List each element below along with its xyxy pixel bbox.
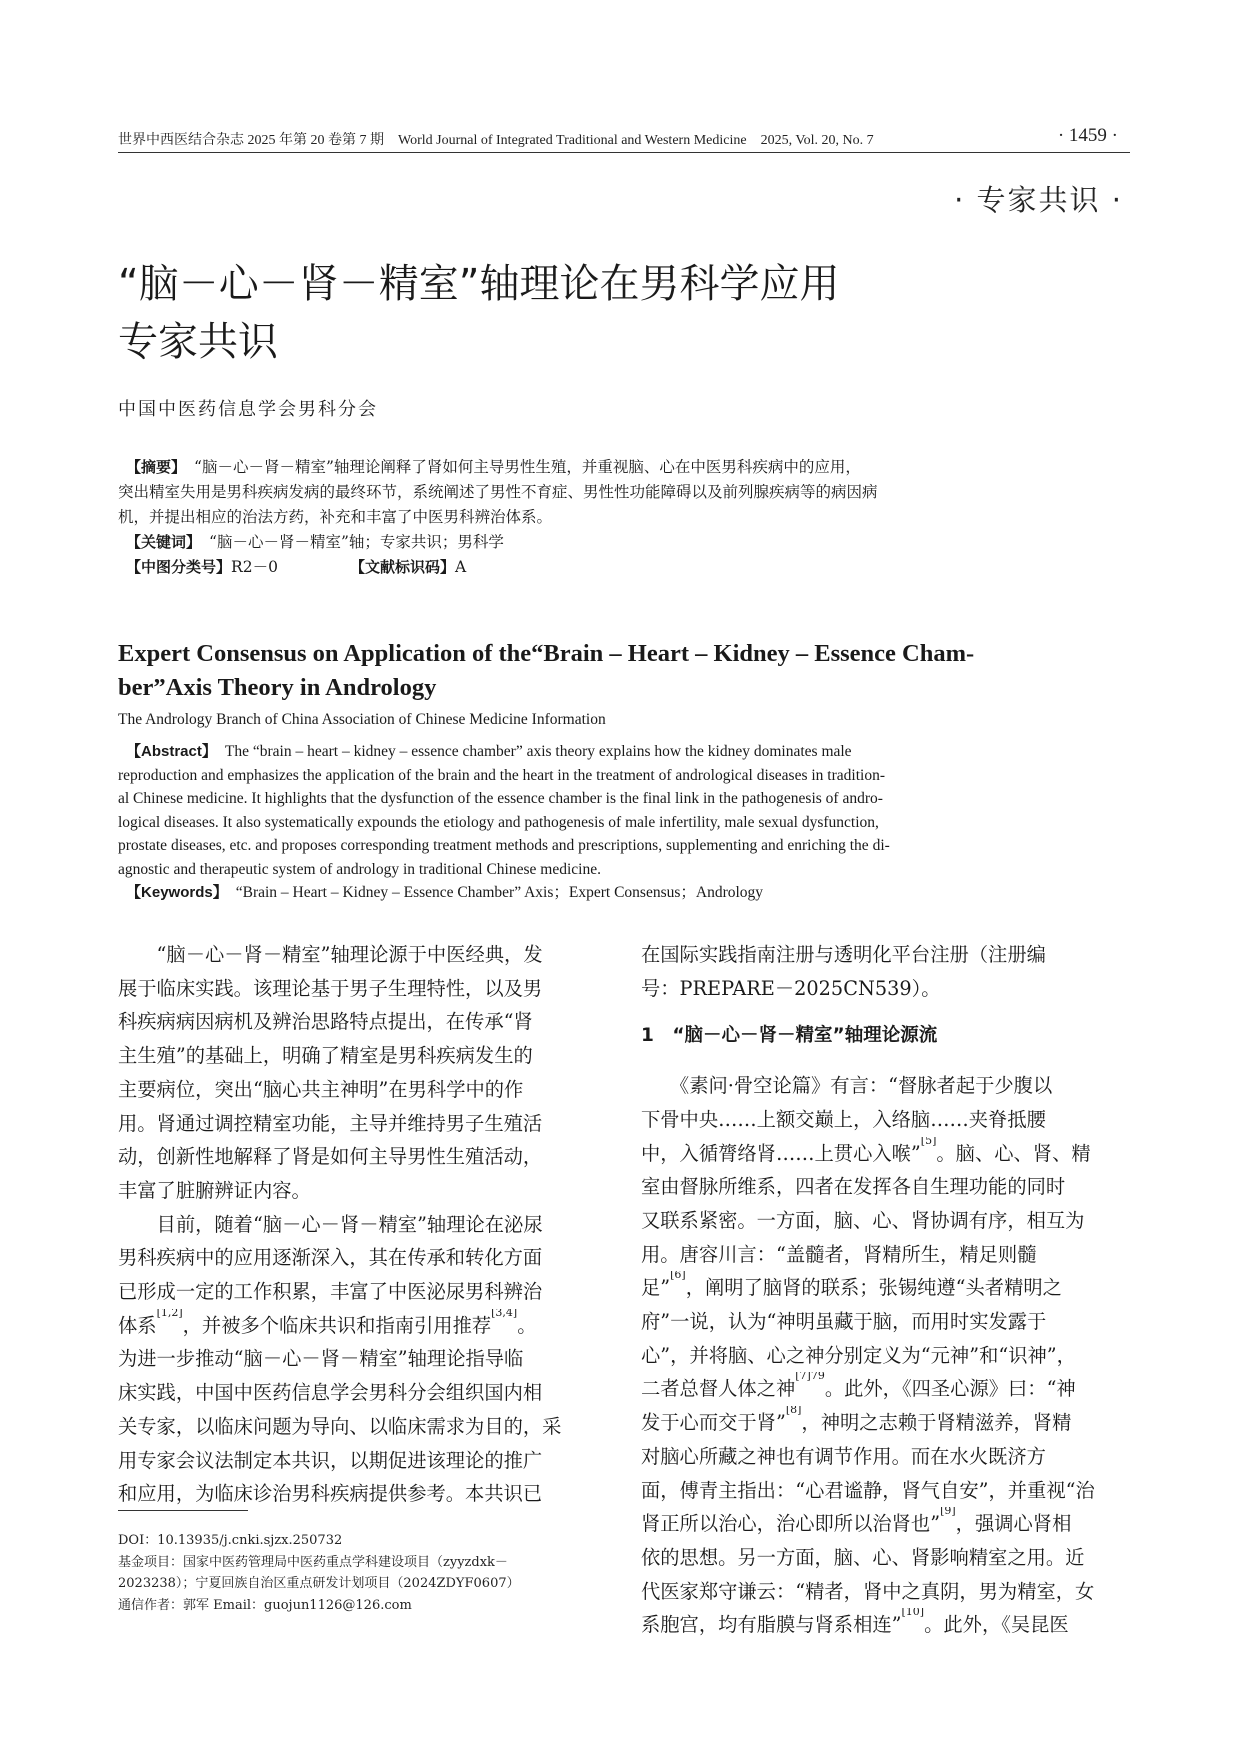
body-line: 男科疾病中的应用逐渐深入，其在传承和转化方面 (118, 1246, 543, 1270)
english-abstract-text: The “brain – heart – kidney – essence chamber” axis theory explains how the kidney dominates male (224, 743, 852, 760)
body-line: 用。肾通过调控精室功能，主导并维持男子生殖活 (118, 1111, 543, 1135)
body-line: 目前，随着“脑－心－肾－精室”轴理论在泌尿 (118, 1212, 543, 1236)
section-heading: 1 “脑－心－肾－精室”轴理论源流 (641, 1025, 938, 1047)
citation: [1,2] (156, 1308, 183, 1319)
abstract-text: “脑－心－肾－精室”轴理论阐释了肾如何主导男性生殖，并重视脑、心在中医男科疾病中的应用， (194, 458, 861, 476)
body-line (641, 1137, 1131, 1171)
body-line: 号：PREPARE－2025CN539）。 (641, 976, 941, 1000)
doi: DOI：10.13935/j.cnki.sjzx.250732 (118, 1533, 343, 1548)
body-line: 用。唐容川言：“盖髓者，肾精所生，精足则髓 (641, 1242, 1037, 1266)
body-text: 肾正所以治心，治心即所以治肾也” (641, 1512, 941, 1536)
body-right-column (641, 938, 1131, 1642)
body-text: ，并被多个临床共识和指南引用推荐 (182, 1313, 492, 1337)
english-abstract (118, 740, 1130, 905)
body-line: 府”一说，认为“神明虽藏于脑，而用时实发露于 (641, 1310, 1047, 1334)
body-line: 丰富了脏腑辨证内容。 (118, 1178, 311, 1202)
clc-label: 【中图分类号】 (133, 558, 232, 576)
corresponding-author: 通信作者：郭军 Email：guojun1126@126.com (118, 1597, 412, 1613)
body-text: 发于心而交于肾” (641, 1411, 786, 1435)
body-line: 已形成一定的工作积累，丰富了中医泌尿男科辨治 (118, 1280, 543, 1304)
english-keywords-label: 【Keywords】 (133, 884, 221, 901)
body-line: 展于临床实践。该理论基于男子生理特性，以及男 (118, 976, 543, 1000)
body-line: 动，创新性地解释了肾是如何主导男性生殖活动， (118, 1145, 543, 1169)
body-line: 面，傅青主指出：“心君谧静，肾气自安”，并重视“治 (641, 1478, 1095, 1502)
citation: [3,4] (491, 1308, 518, 1319)
english-abstract-text: logical diseases. It also systematically expounds the etiology and pathogenesis of male infertility, male sexual dysfunction, (118, 813, 879, 831)
doc-code-label: 【文献标识码】 (349, 558, 455, 576)
body-line: 主生殖”的基础上，明确了精室是男科疾病发生的 (118, 1044, 533, 1068)
body-line: 关专家，以临床问题为导向、以临床需求为目的，采 (118, 1414, 562, 1438)
body-line: 依的思想。另一方面，脑、心、肾影响精室之用。近 (641, 1545, 1085, 1569)
title-line: “脑－心－肾－精室”轴理论在男科学应用 (118, 261, 840, 307)
english-abstract-text: agnostic and therapeutic system of andrology in traditional Chinese medicine. (118, 860, 601, 878)
title-line: 专家共识 (118, 319, 278, 365)
english-abstract-text: reproduction and emphasizes the application of the brain and the heart in the treatment of andrological diseases in tradition- (118, 766, 885, 784)
body-line (641, 1372, 1131, 1406)
funding: 2023238）；宁夏回族自治区重点研发计划项目（2024ZDYF0607） (118, 1576, 520, 1591)
english-keywords-text: “Brain – Heart – Kidney – Essence Chamber” Axis；Expert Consensus；Andrology (235, 884, 764, 901)
body-line: 《素问·骨空论篇》有言：“督脉者起于少腹以 (641, 1074, 1053, 1098)
body-line (641, 1271, 1131, 1305)
body-line (641, 1406, 1131, 1440)
body-line: 室由督脉所维系，四者在发挥各自生理功能的同时 (641, 1175, 1066, 1199)
abstract-text: 机，并提出相应的治法方药，补充和丰富了中医男科辨治体系。 (118, 508, 553, 526)
english-title-line: ber”Axis Theory in Andrology (118, 674, 437, 701)
body-text: 系胞宫，均有脂膜与肾系相连” (641, 1613, 902, 1637)
body-line (118, 1309, 594, 1343)
body-line (641, 1507, 1131, 1541)
body-text: 。 (517, 1313, 537, 1337)
abstract-label: 【摘要】 (133, 458, 179, 476)
funding: 基金项目：国家中医药管理局中医药重点学科建设项目（zyyzdxk－ (118, 1554, 508, 1570)
body-line: “脑－心－肾－精室”轴理论源于中医经典，发 (118, 943, 543, 966)
english-affiliation: The Andrology Branch of China Association of Chinese Medicine Information (118, 711, 606, 728)
body-line: 代医家郑守谦云：“精者，肾中之真阴，男为精室，女 (641, 1579, 1095, 1603)
body-left-column (118, 938, 594, 1511)
body-line: 下骨中央……上额交巅上，入络脑……夹脊抵腰 (641, 1107, 1046, 1131)
body-line: 用专家会议法制定本共识，以期促进该理论的推广 (118, 1448, 543, 1472)
english-abstract-label: 【Abstract】 (133, 743, 210, 760)
header-rule (118, 152, 1130, 153)
body-line: 主要病位，突出“脑心共主神明”在男科学中的作 (118, 1077, 524, 1101)
english-abstract-text: al Chinese medicine. It highlights that the dysfunction of the essence chamber is the final link in the pathogenesis of andro- (118, 790, 883, 807)
body-text: ，强调心肾相 (955, 1512, 1072, 1536)
page-number: · 1459 · (1057, 125, 1118, 146)
keywords-text: “脑－心－肾－精室”轴；专家共识；男科学 (209, 533, 504, 551)
body-text: 。此外，《四圣心源》曰：“神 (824, 1377, 1076, 1401)
footnote-rule (118, 1510, 248, 1511)
body-text: ，神明之志赖于肾精滋养，肾精 (801, 1411, 1072, 1435)
body-line: 床实践，中国中医药信息学会男科分会组织国内相 (118, 1381, 543, 1405)
body-text: 足” (641, 1276, 671, 1300)
body-text: 体系 (118, 1313, 157, 1337)
body-line: 心”，并将脑、心之神分别定义为“元神”和“识神”， (641, 1343, 1076, 1367)
english-abstract-text: prostate diseases, etc. and proposes corresponding treatment methods and prescriptions, supplementing and enriching the di- (118, 837, 890, 854)
citation: [7]79 (795, 1372, 825, 1383)
citation: [10] (901, 1608, 925, 1619)
body-text: 二者总督人体之神 (641, 1377, 796, 1401)
body-text: 。此外，《吴昆医 (924, 1613, 1069, 1637)
body-text: 。脑、心、肾、精 (936, 1141, 1091, 1165)
clc-value: R2－0 (231, 558, 278, 576)
body-line (641, 1608, 1131, 1642)
journal-citation: 世界中西医结合杂志 2025 年第 20 卷第 7 期 World Journal of Integrated Traditional and Western Medicine 2025, Vol. 20, No. 7 (118, 133, 874, 148)
body-line: 和应用，为临床诊治男科疾病提供参考。本共识已 (118, 1482, 543, 1506)
abstract-text: 突出精室失用是男科疾病发病的最终环节，系统阐述了男性不育症、男性性功能障碍以及前列腺疾病等的病因病 (118, 483, 878, 501)
body-line: 又联系紧密。一方面，脑、心、肾协调有序，相互为 (641, 1208, 1085, 1232)
citation: [8] (785, 1406, 802, 1417)
column-tag: · 专家共识 · (954, 183, 1123, 217)
cn-abstract (118, 455, 1130, 580)
body-text: ，阐明了脑肾的联系；张锡纯遵“头者精明之 (685, 1276, 1062, 1300)
body-line: 科疾病病因病机及辨治思路特点提出，在传承“肾 (118, 1010, 533, 1034)
doc-code-value: A (454, 558, 467, 576)
body-line: 对脑心所藏之神也有调节作用。而在水火既济方 (641, 1444, 1046, 1468)
article-title (118, 255, 998, 371)
footnotes (118, 1530, 598, 1616)
english-title-line: Expert Consensus on Application of the“Brain – Heart – Kidney – Essence Cham- (118, 640, 975, 667)
body-line: 为进一步推动“脑－心－肾－精室”轴理论指导临 (118, 1347, 524, 1371)
citation: [9] (940, 1507, 956, 1518)
running-header (118, 127, 1130, 151)
keywords-label: 【关键词】 (133, 533, 194, 551)
english-title (118, 637, 1130, 705)
citation: [6] (670, 1271, 686, 1282)
author-affiliation: 中国中医药信息学会男科分会 (118, 399, 378, 420)
body-line: 在国际实践指南注册与透明化平台注册（注册编 (641, 943, 1046, 966)
citation: [5] (920, 1136, 937, 1147)
body-text: 中，入循膂络肾……上贯心入喉” (641, 1141, 921, 1165)
